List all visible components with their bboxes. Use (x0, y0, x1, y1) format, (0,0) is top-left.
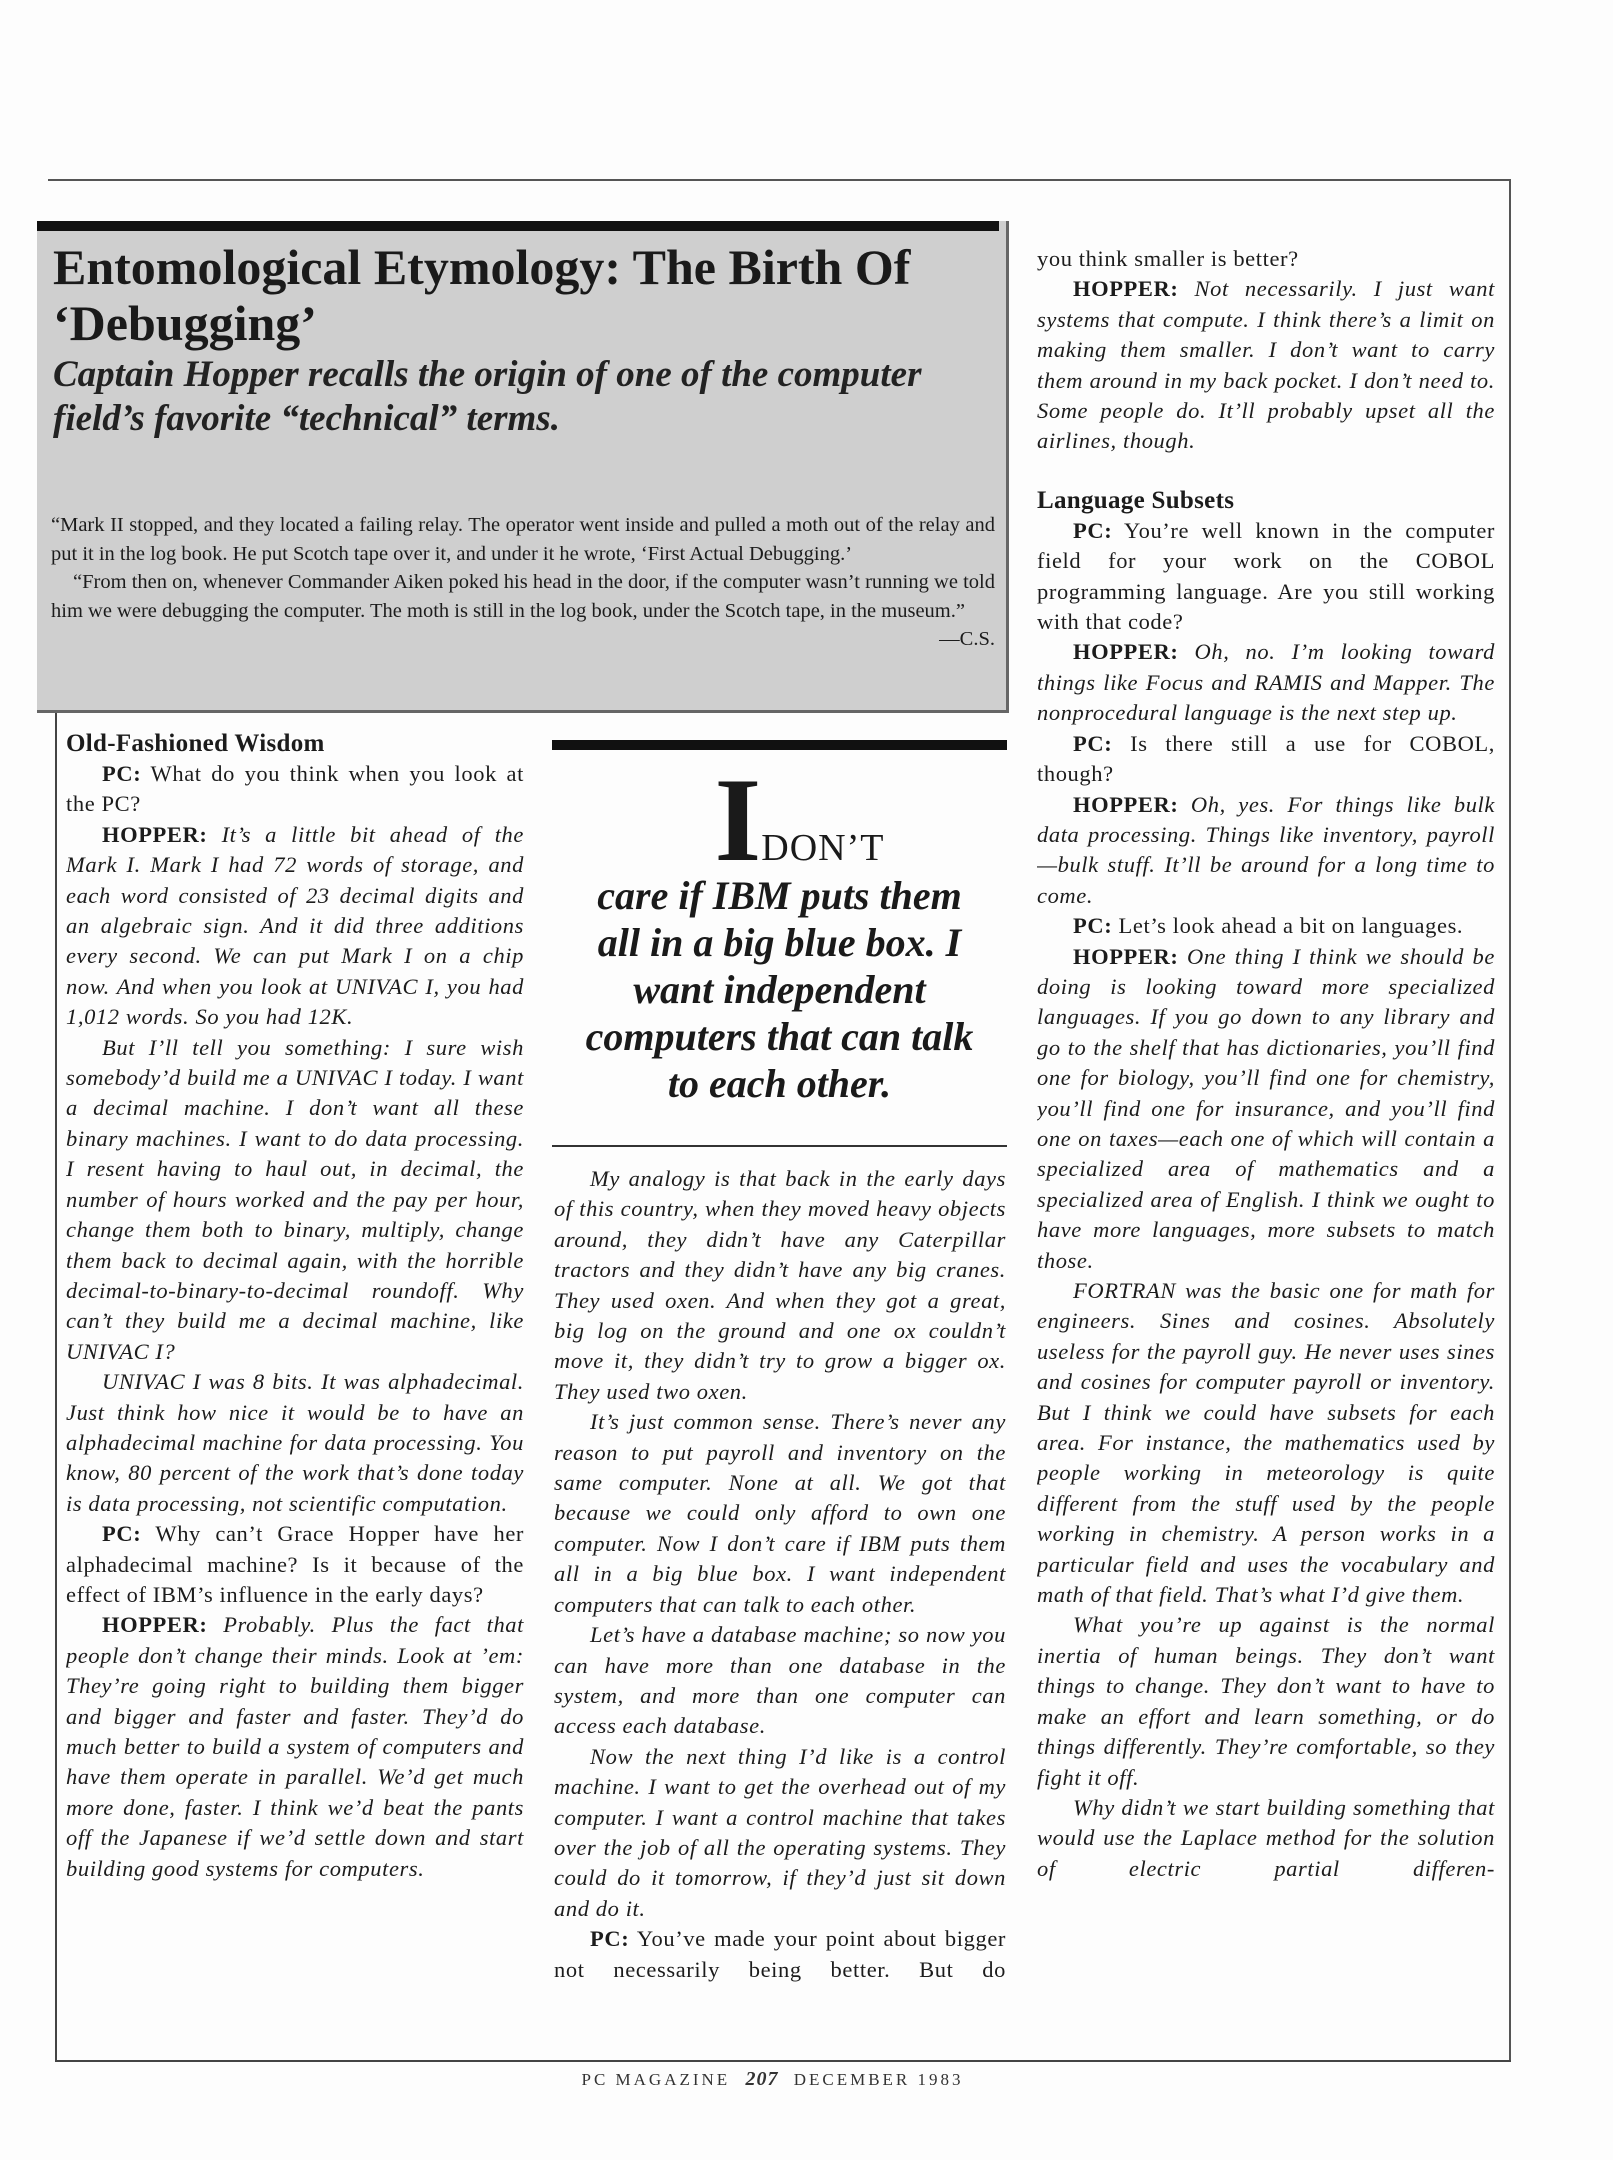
sidebar-title: Entomological Etymology: The Birth Of ‘Debugging’ (53, 239, 911, 351)
article-paragraph (554, 1620, 1006, 1742)
article-paragraph (1037, 911, 1495, 941)
article-paragraph (66, 1033, 524, 1367)
article-paragraph (66, 1367, 524, 1519)
article-paragraph (1037, 274, 1495, 456)
article-paragraph (1037, 790, 1495, 912)
paragraph-text: You’re well known in the computer field for your work on the COBOL programming language. Are you still working with that code? (1037, 517, 1495, 635)
article-paragraph (1037, 637, 1495, 728)
page-footer (0, 2068, 1545, 2091)
article-column-left (66, 728, 524, 2048)
pull-quote-initial: I (714, 753, 762, 886)
speaker-label: PC: (102, 1521, 142, 1547)
speaker-label: HOPPER: (1073, 791, 1179, 817)
paragraph-text: Why can’t Grace Hopper have her alphadecimal machine? Is it because of the effect of IBM’s influence in the early days? (66, 1521, 524, 1607)
paragraph-text: It’s a little bit ahead of the Mark I. Mark I had 72 words of storage, and each word consisted of 23 decimal digits and an algebraic sign. And it did three additions every second. We can put Mark I on a chip now. And when you look at UNIVAC I, you had 1,012 words. So you had 12K. (66, 821, 524, 1030)
paragraph-text: FORTRAN was the basic one for math for engineers. Sines and cosines. Absolutely useless for the payroll guy. He never uses sines and cosines for computer payroll or inventory. But I think we could have subsets for each area. For instance, the mathematics used by people working in meteorology is quite different from the stuff used by the people working in chemistry. A person works in a particular field and uses the vocabulary and math of that field. That’s what I’d give them. (1037, 1278, 1495, 1608)
paragraph-text: Why didn’t we start building something that would use the Laplace method for the solution of electric partial differen- (1037, 1794, 1495, 1881)
article-paragraph (1037, 1276, 1495, 1610)
paragraph-text: One thing I think we should be doing is looking toward more specialized languages. If you go down to any library and go to the shelf that has dictionaries, you’ll find one for biology, you’ll find one for chemistry, you’ll find one for insurance, and you’ll find one on taxes—each one of which will contain a specialized area of mathematics and a specialized area of English. I think we ought to have more languages, more subsets to match those. (1037, 943, 1495, 1273)
paragraph-text: But I’ll tell you something: I sure wish somebody’d build me a UNIVAC I today. I want a decimal machine. I don’t want all these binary machines. I want to do data processing. I resent having to haul out, in decimal, the number of hours worked and the pay per hour, change them both to binary, multiply, change them back to decimal again, with the horrible decimal-to-binary-to-decimal roundoff. Why can’t they build me a decimal machine, like UNIVAC I? (66, 1034, 524, 1364)
paragraph-text: Now the next thing I’d like is a control machine. I want to get the overhead out of my computer. I want a control machine that takes over the job of all the operating systems. They could do it tomorrow, if they’d just sit down and do it. (554, 1743, 1006, 1921)
page-frame-bottom-rule (55, 2060, 1511, 2062)
paragraph-text: Let’s look ahead a bit on languages. (1118, 913, 1464, 939)
speaker-label: HOPPER: (1073, 943, 1179, 969)
article-paragraph (1037, 1610, 1495, 1792)
speaker-label: PC: (590, 1926, 630, 1952)
pull-quote-bottom-rule (552, 1145, 1007, 1147)
article-paragraph (1037, 729, 1495, 790)
speaker-label: PC: (1073, 517, 1113, 543)
page-frame-left-rule (55, 713, 57, 2062)
sidebar-top-bar (37, 221, 999, 231)
quote-paragraph-text: “From then on, whenever Commander Aiken poked his head in the door, if the computer wasn’t running we told him we were debugging the computer. The moth is still in the log book, under the Scotch tape, in the museum.” (51, 571, 995, 622)
paragraph-text: Probably. Plus the fact that people don’t change their minds. Look at ’em: They’re going right to building them bigger and bigger and faster and faster. They’d do much better to build a system of computers and have them operate in parallel. We’d get much more done, faster. I think we’d beat the pants off the Japanese if we’d settle down and start building good systems for computers. (66, 1612, 524, 1881)
article-paragraph (66, 1610, 524, 1884)
article-paragraph (554, 1742, 1006, 1924)
paragraph-text: Oh, no. I’m looking toward things like Focus and RAMIS and Mapper. The nonprocedural language is the next step up. (1037, 639, 1495, 726)
article-paragraph (66, 759, 524, 820)
sidebar-box (37, 221, 1009, 713)
paragraph-text: Is there still a use for COBOL, though? (1037, 730, 1495, 787)
article-paragraph (554, 1407, 1006, 1620)
footer-magazine: PC MAGAZINE (581, 2070, 731, 2089)
paragraph-text: you think smaller is better? (1037, 246, 1299, 271)
article-paragraph (1037, 244, 1495, 274)
paragraph-text: You’ve made your point about bigger not necessarily being better. But do (554, 1926, 1006, 1982)
article-column-right (1037, 244, 1495, 2048)
pull-quote-line: all in a big blue box. I (597, 920, 962, 965)
paragraph-text: What do you think when you look at the PC? (66, 761, 524, 817)
speaker-label: PC: (1073, 913, 1113, 939)
pull-quote-line: care if IBM puts them (597, 873, 962, 918)
speaker-label: HOPPER: (102, 1612, 208, 1638)
pull-quote-line: to each other. (667, 1061, 892, 1106)
paragraph-text: My analogy is that back in the early days of this country, when they moved heavy objects around, they didn’t have any Caterpillar tractors and they didn’t have any big cranes. They used oxen. And when they got a great, big log on the ground and one ox couldn’t move it, they didn’t try to grow a bigger ox. They used two oxen. (554, 1166, 1006, 1404)
pull-quote (552, 753, 1007, 1107)
paragraph-text: What you’re up against is the normal inertia of human beings. They don’t want things to change. They don’t want to have to make an effort and learn something, or do things differently. They’re comfortable, so they fight it off. (1037, 1612, 1495, 1790)
paragraph-text: Oh, yes. For things like bulk data processing. Things like inventory, payroll—bulk stuff. It’ll be around for a long time to come. (1037, 791, 1495, 908)
section-heading: Language Subsets (1037, 486, 1235, 514)
footer-page-number: 207 (745, 2068, 779, 2090)
pull-quote-top-bar (552, 740, 1007, 750)
article-paragraph (66, 820, 524, 1033)
page-frame-right-rule (1509, 179, 1511, 2062)
article-column-middle (554, 1164, 1006, 2048)
article-paragraph (1037, 1793, 1495, 1884)
pull-quote-line: want independent (633, 967, 926, 1012)
article-paragraph (554, 1164, 1006, 1407)
sidebar-quote (51, 511, 995, 654)
quote-paragraph (51, 568, 995, 650)
speaker-label: HOPPER: (1073, 276, 1179, 302)
paragraph-text: UNIVAC I was 8 bits. It was alphadecimal. Just think how nice it would be to have an alphadecimal machine for data processing. You know, 80 percent of the work that’s done today is data processing, not scientific computation. (66, 1369, 524, 1516)
paragraph-text: Let’s have a database machine; so now you can have more than one database in the system, and more than one computer can access each database. (554, 1622, 1006, 1739)
section-heading: Old-Fashioned Wisdom (66, 730, 325, 757)
article-paragraph (1037, 516, 1495, 638)
speaker-label: HOPPER: (102, 821, 208, 847)
speaker-label: PC: (1073, 730, 1113, 756)
paragraph-text: Not necessarily. I just want systems that compute. I think there’s a limit on making them smaller. I don’t want to carry them around in my back pocket. I don’t need to. Some people do. It’ll probably upset all the airlines, though. (1037, 276, 1495, 454)
article-paragraph (1037, 942, 1495, 1276)
sidebar-subtitle: Captain Hopper recalls the origin of one of the computer field’s favorite “technical” terms. (53, 354, 922, 439)
article-paragraph (66, 1519, 524, 1610)
article-paragraph (554, 1924, 1006, 1985)
speaker-label: PC: (102, 761, 142, 786)
footer-date: DECEMBER 1983 (793, 2070, 964, 2089)
paragraph-text: It’s just common sense. There’s never any reason to put payroll and inventory on the same computer. None at all. We got that because we could only afford to own one computer. Now I don’t care if IBM puts them all in a big blue box. I want independent computers that can talk to each other. (554, 1409, 1006, 1617)
pull-quote-first-word: DON’T (761, 827, 885, 869)
quote-signature: —C.S. (939, 628, 995, 650)
pull-quote-first-line (592, 753, 1007, 886)
pull-quote-line: computers that can talk (585, 1014, 974, 1059)
page-frame-top-rule (48, 179, 1511, 181)
speaker-label: HOPPER: (1073, 639, 1179, 665)
quote-paragraph: “Mark II stopped, and they located a failing relay. The operator went inside and pulled a moth out of the relay and put it in the log book. He put Scotch tape over it, and under it he wrote, ‘First Actual Debugging.’ (51, 514, 995, 565)
